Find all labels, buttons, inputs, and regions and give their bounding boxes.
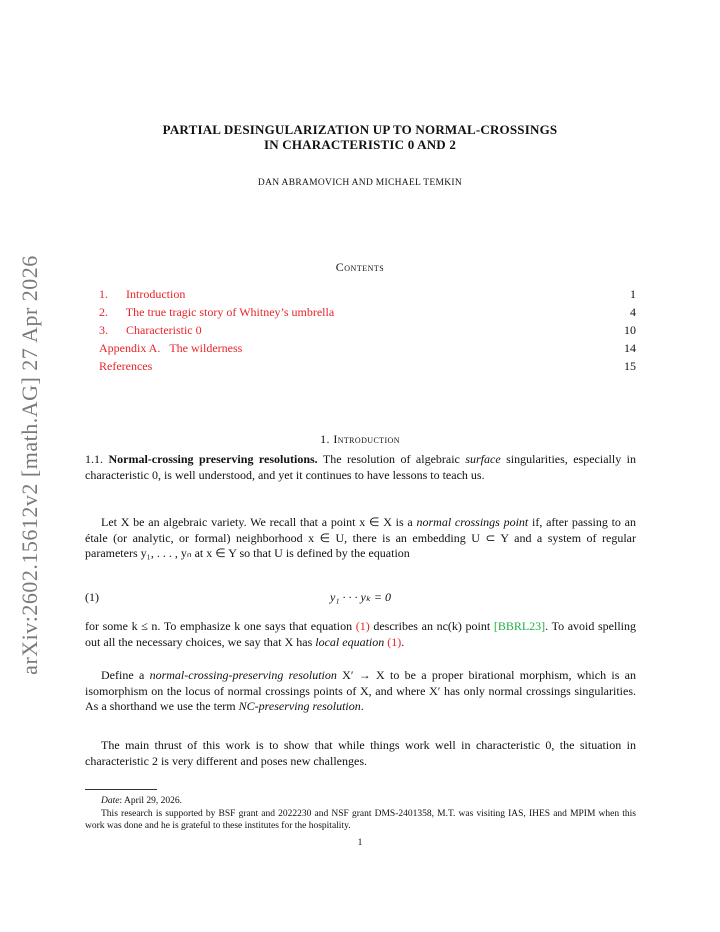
text-run: if, after passing to an étale (or analytic, or formal) neighborhood x ∈ U, there is an embedding U ⊂ Y and a system of regular parameters y₁, . . . , yₙ at x ∈ Y so that U is defined by the equation: [85, 515, 637, 560]
citation-link[interactable]: [BBRL23]: [493, 619, 546, 633]
toc-item-whitney-umbrella[interactable]: [99, 303, 636, 321]
footnote-rule: [85, 789, 157, 790]
footnote-date: [85, 795, 636, 807]
toc-item-page: 15: [624, 359, 636, 373]
emphasis-run: local equation: [315, 634, 385, 649]
text-run: for some k ≤ n. To emphasize k one says that equation: [85, 619, 356, 633]
emphasis-run: normal-crossing-preserving resolution: [149, 668, 337, 682]
paragraph-1: [85, 452, 636, 483]
toc-item-label: References: [99, 359, 153, 373]
toc-item-references[interactable]: [99, 357, 636, 375]
toc-item-page: 4: [630, 305, 636, 319]
equation-1: [85, 590, 636, 606]
toc-item-label: The true tragic story of Whitney’s umbrella: [125, 305, 335, 319]
subsection-title: Normal-crossing preserving resolutions.: [108, 452, 318, 466]
toc-item-page: 1: [630, 287, 636, 301]
footnote-funding: This research is supported by BSF grant and 2022230 and NSF grant DMS-2401358, M.T. was visiting IAS, IHES and MPIM when this work was done and he is grateful to these institutes for the hospitality.: [85, 809, 636, 831]
title-line-1: PARTIAL DESINGULARIZATION UP TO NORMAL-CROSSINGS: [162, 122, 558, 137]
section-heading-introduction: [90, 432, 630, 447]
text-run: .: [401, 634, 405, 649]
toc-item-page: 10: [624, 323, 636, 337]
toc-item-appendix-a[interactable]: [99, 339, 636, 357]
text-run: describes an nc(k) point: [369, 619, 494, 633]
toc-item-introduction[interactable]: [99, 285, 636, 303]
text-run: X′ → X to be a proper birational morphism, which is an isomorphism on the locus of normal crossings points of X, and where X′ has only normal crossings singularities. As a shorthand we use the term: [85, 668, 636, 713]
date-value: : April 29, 2026.: [119, 796, 183, 806]
emphasis-run: normal crossings point: [416, 515, 529, 529]
paragraph-5: The main thrust of this work is to show that while things work well in characteristic 0, the situation in characteristic 2 is very different and poses new challenges.: [85, 738, 636, 768]
toc-item-number: 1.: [99, 287, 108, 301]
paragraph-2: [85, 515, 636, 562]
paragraph-4: [85, 668, 636, 715]
subsection-number: 1.1.: [85, 452, 103, 466]
emphasis-run: surface: [465, 452, 501, 466]
contents-heading: Contents: [335, 260, 385, 274]
toc-item-characteristic-0[interactable]: [99, 321, 636, 339]
toc-item-label: The wilderness: [169, 341, 243, 355]
equation-number: (1): [85, 590, 99, 604]
paper-title: [90, 122, 630, 152]
page-number: 1: [357, 838, 363, 848]
text-run: singularities, especially in characteristic 0, is well understood, and yet it continues to have lessons to teach us.: [85, 452, 636, 482]
section-number: 1.: [320, 432, 330, 446]
equation-ref-link[interactable]: (1): [355, 619, 370, 633]
section-title: Introduction: [333, 432, 400, 446]
toc-item-label: Introduction: [126, 287, 186, 301]
emphasis-run: NC-preserving resolution: [238, 699, 361, 713]
paragraph-3: [85, 619, 636, 650]
title-line-2: IN CHARACTERISTIC 0 AND 2: [263, 137, 457, 152]
equation-body: y₁ · · · yₖ = 0: [329, 590, 392, 604]
text-run: . To avoid spelling out all the necessary choices, we say that X has: [85, 619, 636, 649]
author-list: DAN ABRAMOVICH AND MICHAEL TEMKIN: [257, 178, 463, 188]
toc-item-number: Appendix A.: [99, 341, 161, 355]
text-run: .: [360, 699, 364, 713]
table-of-contents: [99, 285, 636, 375]
toc-item-page: 14: [624, 341, 636, 355]
toc-item-label: Characteristic 0: [126, 323, 202, 337]
toc-item-number: 2.: [99, 305, 108, 319]
arxiv-identifier-stamp: arXiv:2602.15612v2 [math.AG] 27 Apr 2026: [17, 255, 42, 675]
text-run: Let X be an algebraic variety. We recall that a point x ∈ X is a: [101, 515, 417, 529]
toc-item-number: 3.: [99, 323, 108, 337]
equation-ref-link[interactable]: (1): [387, 634, 402, 649]
text-run: The resolution of algebraic: [322, 452, 466, 466]
text-run: Define a: [101, 668, 150, 682]
date-label: Date: [101, 796, 120, 806]
